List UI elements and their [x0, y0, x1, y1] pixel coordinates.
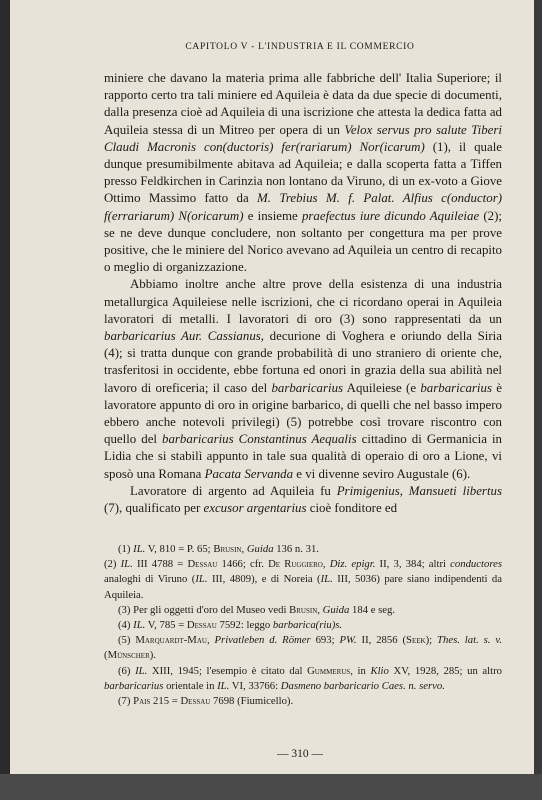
- footnote-4: [104, 618, 502, 633]
- italic-run: Guida: [246, 543, 274, 555]
- text-run: XV, 1928, 285; un altro: [388, 664, 502, 677]
- footnote-7: [104, 694, 502, 709]
- text-run: III, 4809), e di Noreia (: [207, 573, 321, 586]
- italic-run: IL.: [133, 543, 146, 555]
- italic-run: Thes. lat. s. v.: [437, 634, 502, 647]
- footnotes: [104, 542, 502, 709]
- text-run: II, 3, 384; altri: [375, 558, 451, 571]
- italic-run: IL.: [217, 679, 230, 692]
- text-run: (6): [118, 664, 136, 677]
- text-run: (5): [118, 634, 136, 647]
- text-run: 693;: [310, 634, 340, 647]
- italic-run: IL.: [120, 558, 133, 571]
- small-caps-run: Seek: [406, 634, 426, 647]
- paragraph-1: [104, 70, 502, 276]
- small-caps-run: Pais: [133, 695, 151, 708]
- text-run: (2): [104, 558, 121, 571]
- text-run: 7592: leggo: [216, 619, 273, 632]
- text-run: III 4788 =: [132, 558, 188, 571]
- text-run: ,: [241, 543, 247, 555]
- footnote-2: [104, 557, 502, 603]
- running-head: CAPITOLO V - L'INDUSTRIA E IL COMMERCIO: [185, 42, 415, 52]
- scan-edge-bottom: [0, 774, 542, 800]
- scan-edge-left: [0, 0, 10, 800]
- text-run: ,: [206, 634, 215, 647]
- footnote-1: [104, 542, 502, 557]
- scan-edge-right: [534, 0, 542, 800]
- italic-run: Dasmeno barbaricario Caes. n. servo.: [280, 679, 445, 692]
- body-text: [104, 70, 502, 517]
- italic-run: PW.: [339, 634, 357, 647]
- italic-run: IL.: [135, 664, 148, 677]
- italic-run: Klio: [370, 664, 389, 677]
- italic-run: IL.: [320, 573, 333, 586]
- italic-run: M. Trebius M. f. Palat. Alfius c(onductor) f(errariarum) N(oricarum): [104, 191, 502, 223]
- text-run: Abbiamo inoltre anche altre prove della esistenza di una industria metallurgica Aquileiese nelle iscrizioni, che ci ricordano operai in Aquileia lavoratori di metalli. I lavoratori di oro (3) sono rappresentati da un: [104, 277, 502, 326]
- text-run: (1): [118, 543, 134, 555]
- paragraph-3: [104, 483, 502, 517]
- italic-run: Pacata Servanda: [204, 466, 294, 481]
- text-run: II, 2856 (: [356, 634, 407, 647]
- text-run: (7): [118, 695, 134, 708]
- text-run: 215 =: [150, 695, 181, 708]
- text-run: V, 810 = P. 65;: [145, 543, 214, 555]
- italic-run: barbaricarius: [271, 380, 344, 395]
- text-run: ,: [317, 603, 323, 616]
- italic-run: conductores: [450, 558, 502, 571]
- text-run: cittadino di Germanicia in Lidia che si stabilì appunto in tale sua qualità di operaio di oro a Lione, vi sposò una Romana: [104, 432, 502, 481]
- text-run: 1466; cfr.: [217, 558, 269, 571]
- text-run: (3) Per gli oggetti d'oro del Museo vedi: [118, 603, 290, 616]
- italic-run: Privatleben d. Römer: [214, 634, 311, 647]
- text-run: V, 785 =: [145, 619, 187, 632]
- text-run: III, 5036) pare siano indipendenti da Aquileia.: [104, 573, 502, 601]
- italic-run: barbaricarius: [104, 679, 164, 692]
- text-run: miniere che davano la materia prima alle fabbriche dell' Italia Superiore; il rapporto certo tra tali miniere ed Aquileia è data da due specie di documenti, dalla presenza cioè ad Aquileia di una iscrizione che attesta la dedica fatta ad Aquileia stessa di un Mitreo per opera di un: [104, 71, 502, 137]
- text-run: (: [104, 649, 108, 662]
- text-run: XIII, 1945; l'esempio è citato dal: [147, 664, 308, 677]
- italic-run: barbaricarius Aur. Cassianus,: [104, 329, 265, 344]
- small-caps-run: Brusin: [289, 603, 318, 616]
- text-run: (2); se ne deve dunque concludere, non soltanto per congettura ma per prove positive, che le miniere del Norico avevano ad Aquileia un centro di recapito o meglio di organizzazione.: [104, 208, 502, 275]
- text-run: cioè fonditore ed: [306, 501, 398, 516]
- text-run: 136 n. 31.: [273, 543, 319, 555]
- text-run: 7698 (Fiumicello).: [210, 695, 294, 708]
- text-run: ,: [322, 558, 330, 571]
- small-caps-run: Gummerus: [307, 664, 351, 677]
- text-run: analoghi di Viruno (: [104, 573, 196, 586]
- small-caps-run: Dessau: [187, 558, 218, 571]
- text-run: (4): [118, 619, 134, 632]
- paragraph-2: [104, 276, 502, 482]
- small-caps-run: De Ruggiero: [268, 558, 323, 571]
- italic-run: barbaricarius Constantinus Aequalis: [162, 432, 357, 447]
- italic-run: IL.: [133, 619, 146, 632]
- small-caps-run: Münscher: [107, 649, 150, 662]
- small-caps-run: Marquardt-Mau: [135, 634, 207, 647]
- text-run: Lavoratore di argento ad Aquileia fu: [130, 483, 337, 498]
- page-number: — 310 —: [277, 748, 323, 760]
- italic-run: praefectus iure dicundo Aquileiae: [301, 208, 480, 223]
- italic-run: barbaricarius: [420, 380, 492, 395]
- text-run: VI, 33766:: [229, 679, 281, 692]
- italic-run: Diz. epigr.: [329, 558, 376, 571]
- footnote-3: [104, 603, 502, 618]
- italic-run: excusor argentarius: [203, 501, 307, 516]
- italic-run: Guida: [322, 603, 350, 616]
- text-run: Aquileiese (e: [343, 380, 421, 395]
- text-run: è lavoratore appunto di oro in origine barbarico, di quelli che nel basso impero ebbero anche notevoli privilegi) (5) potrebbe così trovare riscontro con quello del: [104, 380, 502, 447]
- text-run: e vi divenne seviro Augustale (6).: [293, 466, 471, 481]
- text-run: 184 e seg.: [349, 603, 396, 616]
- italic-run: Primigenius, Mansueti libertus: [336, 483, 502, 498]
- italic-run: IL.: [195, 573, 208, 586]
- footnote-5: [104, 633, 502, 663]
- text-run: ).: [149, 649, 156, 662]
- text-run: orientale in: [163, 679, 218, 692]
- footnote-6: [104, 664, 502, 694]
- small-caps-run: Dessau: [186, 619, 217, 632]
- text-run: );: [425, 634, 438, 647]
- italic-run: Velox servus pro salute Tiberi Claudi Macronis con(ductoris) fer(rariarum) Nor(icarum): [104, 122, 502, 154]
- text-run: e insieme: [243, 208, 302, 223]
- text-run: , in: [350, 664, 371, 677]
- small-caps-run: Brusin: [213, 543, 242, 555]
- small-caps-run: Dessau: [180, 695, 211, 708]
- text-run: decurione di Voghera e oriundo della Siria (4); si tratta dunque con grande probabilità di uno straniero di oriente che, trasferitosi in occidente, ebbe fortuna ed onori in grazia della sua abilità nel lavoro di oreficeria; il caso del: [104, 329, 502, 395]
- italic-run: barbarica(riu)s.: [272, 619, 343, 632]
- text-run: (1), il quale dunque presumibilmente abitava ad Aquileia; e dalla scoperta fatta a Tiffen presso Feldkirchen in Carinzia non lontano da Viruno, di un ex-voto a Giove Ottimo Massimo fatto da: [104, 139, 502, 206]
- text-run: (7), qualificato per: [104, 501, 204, 516]
